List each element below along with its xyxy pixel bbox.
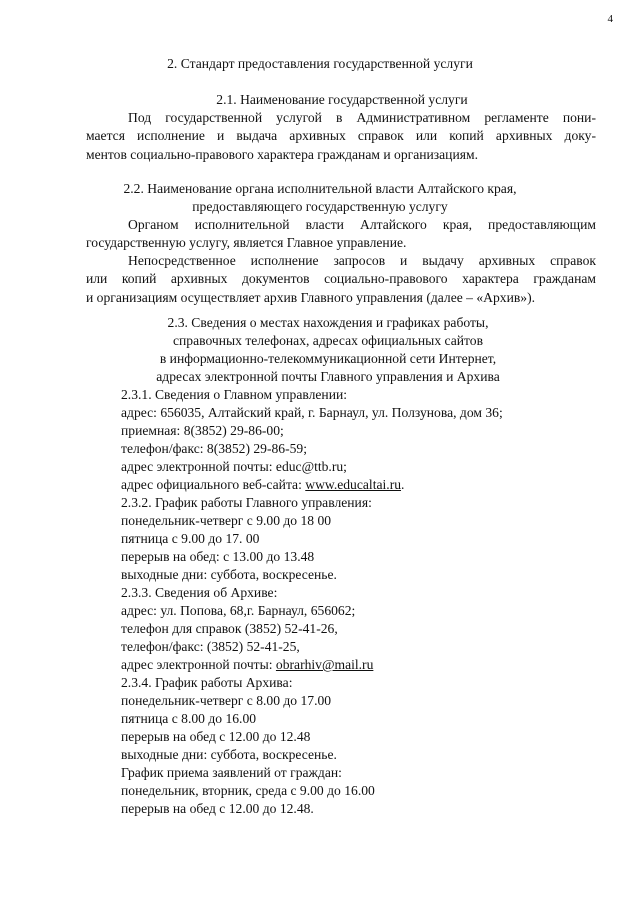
subsection-2-3-title-line1: 2.3. Сведения о местах нахождения и графиках работы, xyxy=(167,315,489,330)
reception-lunch-break: перерыв на обед с 12.00 до 12.48. xyxy=(121,801,314,816)
paragraph-line: Непосредственное исполнение запросов и выдачу архивных справок xyxy=(128,253,596,268)
archive-schedule-fri: пятница с 8.00 до 16.00 xyxy=(121,711,257,726)
subsection-2-3-title-line4: адресах электронной почты Главного управления и Архива xyxy=(156,369,500,384)
archive-lunch-break: перерыв на обед с 12.00 до 12.48 xyxy=(121,729,311,744)
archive-schedule-heading: 2.3.4. График работы Архива: xyxy=(121,675,293,690)
main-office-days-off: выходные дни: суббота, воскресенье. xyxy=(121,567,337,582)
paragraph-line: Органом исполнительной власти Алтайского края, предоставляющим xyxy=(128,217,596,232)
subsection-2-1-paragraph xyxy=(86,109,596,164)
subsection-2-3-title-line3: в информационно-телекоммуникационной сети Интернет, xyxy=(159,351,497,366)
subsection-2-3-title-line2: справочных телефонах, адресах официальных сайтов xyxy=(172,333,483,348)
subsection-2-2-paragraph-1 xyxy=(86,216,596,253)
archive-email xyxy=(121,656,373,674)
archive-address: адрес: ул. Попова, 68,г. Барнаул, 656062; xyxy=(121,603,356,618)
main-office-phone-fax: телефон/факс: 8(3852) 29-86-59; xyxy=(121,441,307,456)
main-office-lunch-break: перерыв на обед: с 13.00 до 13.48 xyxy=(121,549,315,564)
paragraph-line: мается исполнение и выдача архивных справок или копий архивных доку- xyxy=(86,128,596,144)
subsection-2-2-paragraph-2 xyxy=(86,252,596,307)
subsection-2-1-title: 2.1. Наименование государственной услуги xyxy=(216,92,468,107)
archive-days-off: выходные дни: суббота, воскресенье. xyxy=(121,747,337,762)
paragraph-line: государственную услугу, является Главное управление. xyxy=(86,235,407,251)
main-office-schedule-heading: 2.3.2. График работы Главного управления: xyxy=(121,495,372,510)
archive-info-phone: телефон для справок (3852) 52-41-26, xyxy=(121,621,338,636)
main-office-schedule-fri: пятница с 9.00 до 17. 00 xyxy=(121,531,260,546)
subsection-2-2-title-line1: 2.2. Наименование органа исполнительной власти Алтайского края, xyxy=(123,181,517,196)
archive-email-link[interactable]: obrarhiv@mail.ru xyxy=(275,657,374,672)
archive-phone-fax: телефон/факс: (3852) 52-41-25, xyxy=(121,639,300,654)
archive-email-label: адрес электронной почты: xyxy=(121,657,276,672)
website-link[interactable]: www.educaltai.ru xyxy=(305,477,402,492)
main-office-email: адрес электронной почты: educ@ttb.ru; xyxy=(121,459,347,474)
archive-schedule-mon-thu: понедельник-четверг с 8.00 до 17.00 xyxy=(121,693,332,708)
paragraph-line: Под государственной услугой в Административном регламенте пони- xyxy=(128,110,596,125)
paragraph-line: ментов социально-правового характера гражданам и организациям. xyxy=(86,146,478,162)
page-number: 4 xyxy=(607,13,613,25)
subsection-2-2-title-line2: предоставляющего государственную услугу xyxy=(192,199,448,214)
archive-heading: 2.3.3. Сведения об Архиве: xyxy=(121,585,278,600)
main-office-address: адрес: 656035, Алтайский край, г. Барнаул, ул. Ползунова, дом 36; xyxy=(121,405,503,420)
main-office-heading: 2.3.1. Сведения о Главном управлении: xyxy=(121,387,348,402)
paragraph-line: или копий архивных документов социально-правового характера гражданам xyxy=(86,271,596,287)
paragraph-line: и организациям осуществляет архив Главного управления (далее – «Архив»). xyxy=(86,289,535,305)
website-label: адрес официального веб-сайта: xyxy=(121,477,306,492)
main-office-website xyxy=(121,476,404,494)
reception-schedule-heading: График приема заявлений от граждан: xyxy=(121,765,342,780)
main-office-reception: приемная: 8(3852) 29-86-00; xyxy=(121,423,284,438)
main-office-schedule-mon-thu: понедельник-четверг с 9.00 до 18 00 xyxy=(121,513,332,528)
section-title: 2. Стандарт предоставления государственной услуги xyxy=(167,56,473,71)
website-suffix: . xyxy=(401,477,405,492)
reception-schedule-days: понедельник, вторник, среда с 9.00 до 16.00 xyxy=(121,783,375,798)
